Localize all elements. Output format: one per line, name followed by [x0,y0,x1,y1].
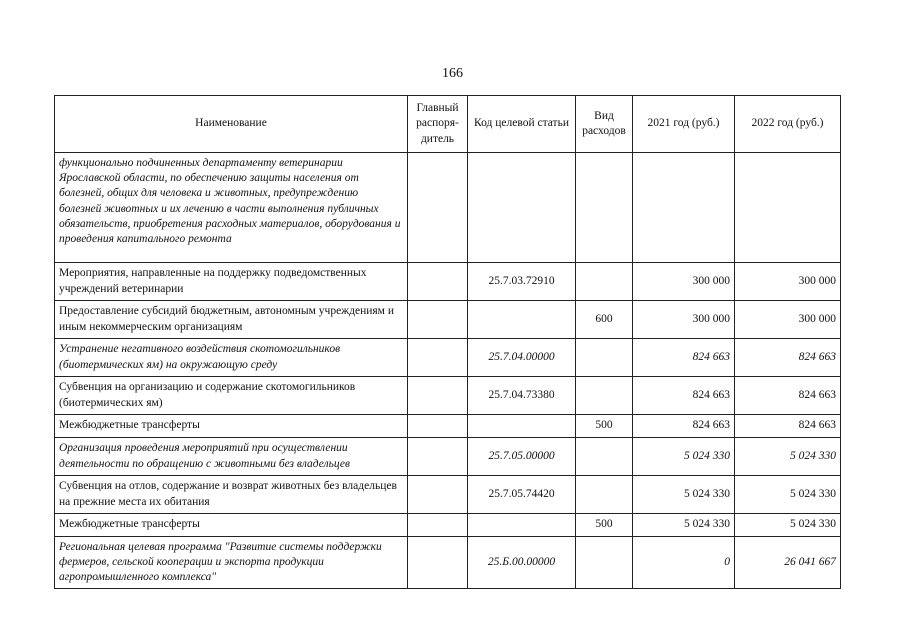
row-expense-type [576,153,633,263]
row-name: Субвенция на отлов, содержание и возврат животных без владельцев на прежние места их обитания [55,476,408,514]
header-2022: 2022 год (руб.) [735,96,841,153]
row-2021: 5 024 330 [633,476,735,514]
header-code: Код целевой статьи [468,96,576,153]
row-manager [408,339,468,377]
row-code [468,153,576,263]
row-code: 25.7.04.73380 [468,377,576,415]
row-expense-type [576,438,633,476]
row-expense-type [576,263,633,301]
row-2022: 5 024 330 [735,476,841,514]
page-number: 166 [442,66,463,81]
row-expense-type [576,339,633,377]
table-row [55,377,841,415]
row-manager [408,438,468,476]
row-manager [408,415,468,438]
row-2022: 824 663 [735,415,841,438]
row-name: Межбюджетные трансферты [55,514,408,537]
row-2022: 5 024 330 [735,438,841,476]
row-2021: 300 000 [633,301,735,339]
table-row [55,263,841,301]
header-manager: Главный распоря-дитель [408,96,468,153]
row-2021: 824 663 [633,415,735,438]
row-2022: 824 663 [735,339,841,377]
table-row [55,415,841,438]
row-expense-type [576,377,633,415]
row-manager [408,377,468,415]
table-row [55,537,841,589]
row-2021: 0 [633,537,735,589]
row-2021: 5 024 330 [633,438,735,476]
table-header-row [55,96,841,153]
row-manager [408,537,468,589]
row-code [468,514,576,537]
table-row [55,339,841,377]
row-2022 [735,153,841,263]
row-manager [408,514,468,537]
row-expense-type: 500 [576,415,633,438]
table-row [55,301,841,339]
row-manager [408,301,468,339]
table-row [55,153,841,263]
row-expense-type: 600 [576,301,633,339]
row-code: 25.7.03.72910 [468,263,576,301]
row-code [468,415,576,438]
row-name: функционально подчиненных департаменту ветеринарии Ярославской области, по обеспечению защиты населения от болезней, общих для человека и животных, предупреждению болезней животных и их лечению в части выполнения публичных обязательств, приобретения расходных материалов, оборудования и проведения капитального ремонта [55,153,408,263]
row-name: Устранение негативного воздействия скотомогильников (биотермических ям) на окружающую среду [55,339,408,377]
row-expense-type: 500 [576,514,633,537]
row-code [468,301,576,339]
budget-table [54,95,841,589]
row-name: Региональная целевая программа "Развитие системы поддержки фермеров, сельской кооперации и экспорта продукции агропромышленного комплекса" [55,537,408,589]
row-2021: 824 663 [633,377,735,415]
row-expense-type [576,537,633,589]
row-2022: 26 041 667 [735,537,841,589]
row-expense-type [576,476,633,514]
row-name: Мероприятия, направленные на поддержку подведомственных учреждений ветеринарии [55,263,408,301]
row-2021 [633,153,735,263]
header-name: Наименование [55,96,408,153]
row-2021: 824 663 [633,339,735,377]
row-code: 25.Б.00.00000 [468,537,576,589]
row-manager [408,153,468,263]
table-row [55,438,841,476]
row-2022: 5 024 330 [735,514,841,537]
table-row [55,514,841,537]
row-code: 25.7.05.00000 [468,438,576,476]
row-manager [408,263,468,301]
row-name: Предоставление субсидий бюджетным, автономным учреждениям и иным некоммерческим организациям [55,301,408,339]
row-2022: 824 663 [735,377,841,415]
row-2022: 300 000 [735,263,841,301]
row-2021: 5 024 330 [633,514,735,537]
row-manager [408,476,468,514]
table-row [55,476,841,514]
row-name: Организация проведения мероприятий при осуществлении деятельности по обращению с животными без владельцев [55,438,408,476]
row-2021: 300 000 [633,263,735,301]
row-name: Межбюджетные трансферты [55,415,408,438]
row-code: 25.7.05.74420 [468,476,576,514]
header-2021: 2021 год (руб.) [633,96,735,153]
row-2022: 300 000 [735,301,841,339]
header-expense-type: Вид расходов [576,96,633,153]
row-name: Субвенция на организацию и содержание скотомогильников (биотермических ям) [55,377,408,415]
row-code: 25.7.04.00000 [468,339,576,377]
